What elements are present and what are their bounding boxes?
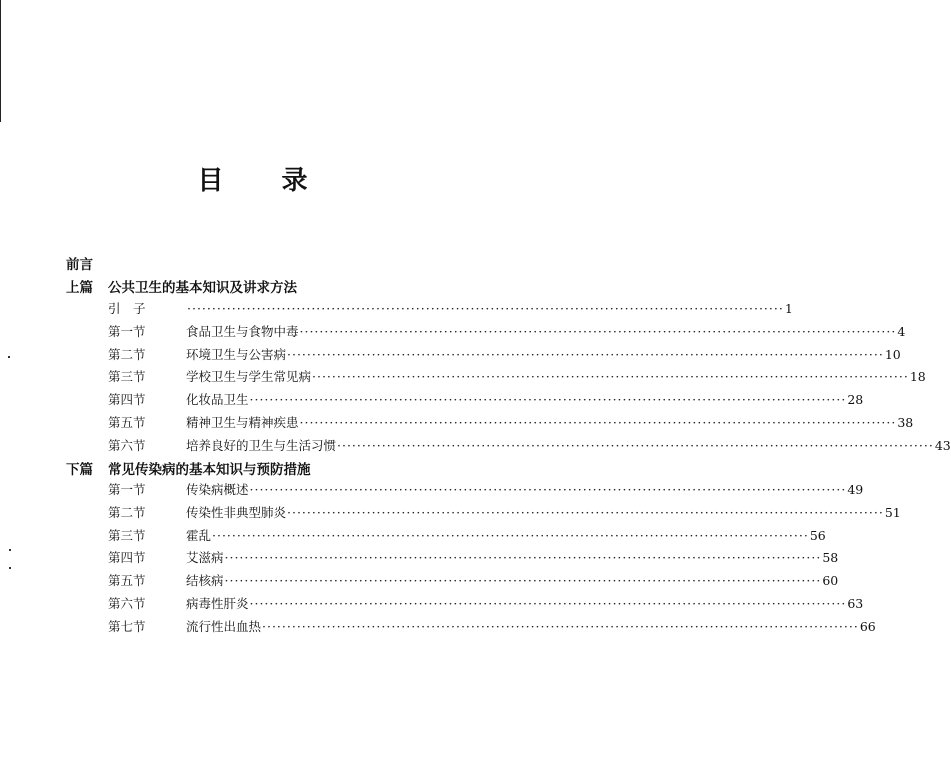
part-label: 下篇: [66, 462, 93, 478]
dot-leader: ························································································································: [187, 301, 784, 316]
page-number: 43: [934, 437, 951, 453]
dot-leader: ························································································································: [262, 618, 859, 634]
toc-entry: [108, 390, 864, 408]
section-number: 第一节: [108, 482, 146, 497]
toc-entry: [108, 480, 864, 498]
toc-entry: [108, 594, 864, 612]
toc-entry: [108, 436, 951, 454]
page-number: 1: [784, 301, 793, 316]
page-number: 56: [809, 527, 826, 543]
toc-entry: [108, 571, 839, 589]
toc-entry: [108, 503, 901, 521]
page-number: 4: [897, 323, 906, 339]
page-number: 38: [897, 415, 914, 430]
dot-leader: ························································································································: [299, 323, 897, 339]
section-title: 培养良好的卫生与生活习惯: [186, 437, 337, 453]
dot-leader: ························································································································: [299, 415, 897, 430]
title-char-2: 录: [281, 166, 308, 196]
title-char-1: 目: [197, 166, 224, 196]
dot-leader: ························································································································: [249, 482, 847, 497]
page-number: 51: [884, 504, 901, 520]
toc-entry: [108, 367, 926, 385]
section-title: 艾滋病: [186, 550, 224, 566]
section-title: 流行性出血热: [186, 618, 262, 634]
part-heading-2: [66, 458, 311, 478]
toc-entry: [108, 548, 839, 566]
toc-entry: [108, 322, 906, 340]
section-number: 第一节: [108, 323, 146, 339]
page-number: 18: [909, 369, 926, 385]
section-number: 第六节: [108, 437, 146, 453]
part-title: 公共卫生的基本知识及讲求方法: [108, 280, 297, 296]
section-number: 第三节: [108, 527, 146, 543]
page-number: 66: [859, 618, 876, 634]
section-title: 食品卫生与食物中毒: [186, 323, 299, 339]
toc-entry: [108, 345, 901, 363]
toc-entry: [108, 526, 826, 544]
page-number: 60: [822, 573, 839, 589]
section-number: 第五节: [108, 573, 146, 589]
page-number: 10: [884, 346, 901, 362]
section-title: 传染病概述: [186, 482, 249, 497]
dot-leader: ························································································································: [249, 596, 847, 611]
section-number: 第四节: [108, 392, 146, 408]
part-label: 上篇: [66, 280, 93, 296]
section-title: 环境卫生与公害病: [186, 346, 287, 362]
section-number: 第五节: [108, 415, 146, 430]
toc-entry: [108, 617, 876, 635]
dot-leader: ························································································································: [249, 392, 847, 408]
part-title: 常见传染病的基本知识与预防措施: [108, 462, 311, 478]
section-number: 第二节: [108, 504, 146, 520]
toc-entry: [108, 299, 793, 317]
dot-leader: ························································································································: [224, 550, 822, 566]
preface-heading: 前言: [66, 257, 93, 273]
section-number: 第七节: [108, 618, 146, 634]
dot-leader: ························································································································: [337, 437, 934, 453]
section-number: 第三节: [108, 369, 146, 385]
page-number: 63: [847, 596, 864, 611]
section-number: 引 子: [108, 301, 146, 316]
scan-speck: [9, 567, 11, 569]
scan-speck: [9, 549, 11, 551]
section-title: 学校卫生与学生常见病: [186, 369, 312, 385]
section-number: 第二节: [108, 346, 146, 362]
toc-entry: [108, 413, 914, 431]
dot-leader: ························································································································: [224, 573, 822, 589]
scan-speck: [8, 356, 10, 358]
section-title: 霍乱: [186, 527, 212, 543]
section-title: 传染性非典型肺炎: [186, 504, 287, 520]
section-title: 结核病: [186, 573, 224, 589]
dot-leader: ························································································································: [212, 527, 809, 543]
section-number: 第六节: [108, 596, 146, 611]
page-number: 58: [822, 550, 839, 566]
dot-leader: ························································································································: [287, 504, 884, 520]
dot-leader: ························································································································: [312, 369, 909, 385]
section-title: 病毒性肝炎: [186, 596, 249, 611]
page-number: 49: [847, 482, 864, 497]
page-number: 28: [847, 392, 864, 408]
scan-edge-line: [0, 0, 1, 122]
section-number: 第四节: [108, 550, 146, 566]
dot-leader: ························································································································: [287, 346, 884, 362]
section-title: 化妆品卫生: [186, 392, 249, 408]
page-title: [0, 160, 505, 197]
part-heading-1: [66, 276, 297, 296]
section-title: 精神卫生与精神疾患: [186, 415, 299, 430]
